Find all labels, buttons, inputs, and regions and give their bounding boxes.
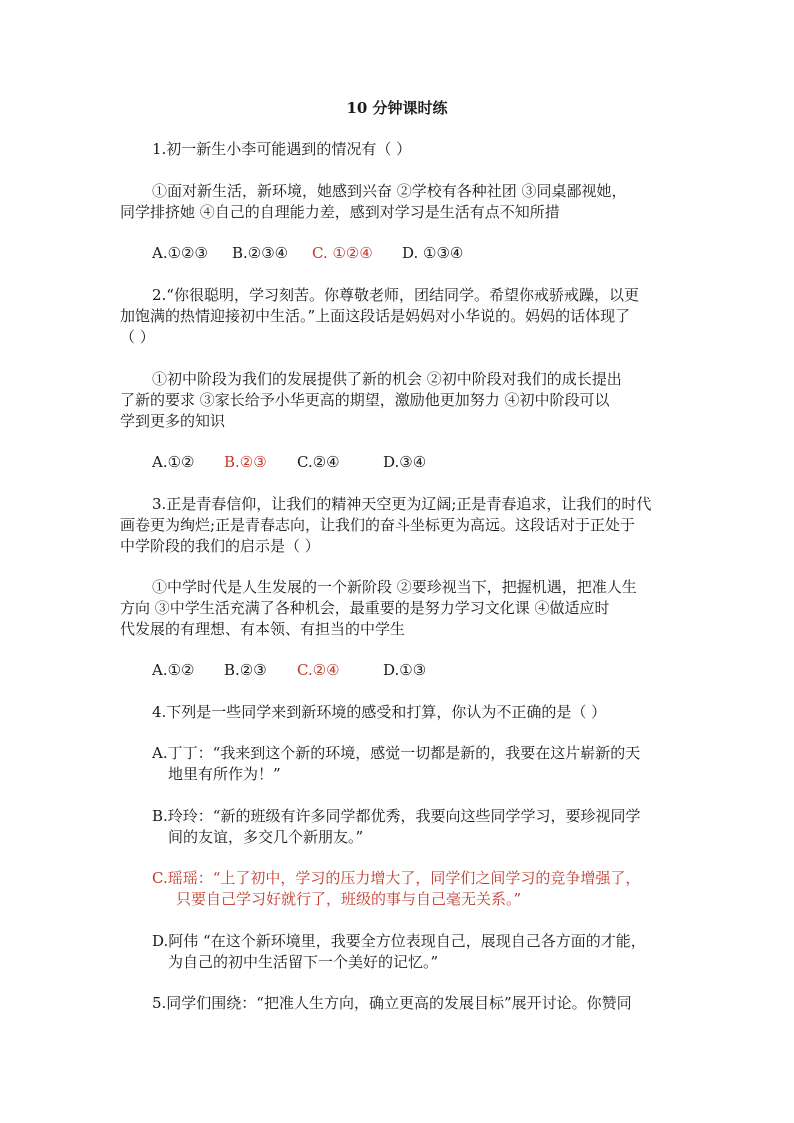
q1-statement-line-1: ①面对新生活，新环境，她感到兴奋 ②学校有各种社团 ③同桌鄙视她，: [152, 182, 627, 200]
q3-options: [152, 660, 722, 680]
q4-option-d-line-1: D.阿伟 “在这个新环境里，我要全方位表现自己，展现自己各方面的才能，: [152, 932, 646, 950]
q2-statement-line-2: 了新的要求 ③家长给予小华更高的期望，激励他更加努力 ④初中阶段可以: [120, 391, 610, 409]
q1-stem: 1.初一新生小李可能遇到的情况有（ ）: [152, 140, 412, 158]
q2-option-b-answer: B.②③: [224, 453, 267, 471]
q4-option-a-line-1: A.丁丁：“我来到这个新的环境，感觉一切都是新的，我要在这片崭新的天: [152, 744, 641, 762]
q1-option-a: A.①②③: [152, 244, 208, 262]
q2-option-a: A.①②: [152, 453, 195, 471]
q1-options: [152, 243, 722, 263]
q3-statement-line-3: 代发展的有理想、有本领、有担当的中学生: [120, 620, 406, 638]
q4-stem: 4.下列是一些同学来到新环境的感受和打算，你认为不正确的是（ ）: [152, 703, 607, 721]
q3-statement-line-2: 方向 ③中学生活充满了各种机会，最重要的是努力学习文化课 ④做适应时: [120, 599, 610, 617]
q2-option-c: C.②④: [297, 453, 340, 471]
q1-option-c-answer: C. ①②④: [312, 244, 373, 262]
q3-statement-line-1: ①中学时代是人生发展的一个新阶段 ②要珍视当下，把握机遇，把准人生: [152, 578, 637, 596]
q1-option-d: D. ①③④: [402, 244, 464, 262]
q1-option-b: B.②③④: [232, 244, 289, 262]
q1-statement-line-2: 同学排挤她 ④自己的自理能力差，感到对学习是生活有点不知所措: [120, 203, 560, 221]
q3-stem-line-1: 3.正是青春信仰，让我们的精神天空更为辽阔;正是青春追求，让我们的时代: [152, 495, 652, 513]
q4-option-b-line-1: B.玲玲：“新的班级有许多同学都优秀，我要向这些同学学习，要珍视同学: [152, 807, 641, 825]
q4-option-b-line-2: 间的友谊，多交几个新朋友。”: [168, 828, 364, 846]
q2-options: [152, 452, 722, 472]
q3-option-c-answer: C.②④: [297, 661, 340, 679]
q2-stem-line-3: （ ）: [120, 328, 155, 346]
q3-stem-line-2: 画卷更为绚烂;正是青春志向，让我们的奋斗坐标更为高远。这段话对于正处于: [120, 516, 636, 534]
q4-option-c-answer-line-1: C.瑶瑶：“上了初中，学习的压力增大了，同学们之间学习的竞争增强了，: [152, 869, 641, 887]
q4-option-a-line-2: 地里有所作为！”: [168, 765, 281, 783]
q2-stem-line-1: 2.“你很聪明，学习刻苦。你尊敬老师，团结同学。希望你戒骄戒躁，以更: [152, 286, 639, 304]
q2-option-d: D.③④: [383, 453, 427, 471]
q2-stem-line-2: 加饱满的热情迎接初中生活。”上面这段话是妈妈对小华说的。妈妈的话体现了: [120, 307, 631, 325]
q3-option-a: A.①②: [152, 661, 195, 679]
q4-option-d-line-2: 为自己的初中生活留下一个美好的记忆。”: [168, 953, 439, 971]
q3-stem-line-3: 中学阶段的我们的启示是（ ）: [120, 537, 320, 555]
q2-statement-line-3: 学到更多的知识: [120, 412, 226, 430]
q5-stem-line-1: 5.同学们围绕：“把准人生方向，确立更高的发展目标”展开讨论。你赞同: [152, 994, 632, 1012]
q3-option-b: B.②③: [224, 661, 267, 679]
q4-option-c-answer-line-2: 只要自己学习好就行了，班级的事与自己毫无关系。”: [176, 890, 522, 908]
q2-statement-line-1: ①初中阶段为我们的发展提供了新的机会 ②初中阶段对我们的成长提出: [152, 370, 622, 388]
q3-option-d: D.①③: [383, 661, 427, 679]
page-title: 10 分钟课时练: [346, 99, 448, 117]
